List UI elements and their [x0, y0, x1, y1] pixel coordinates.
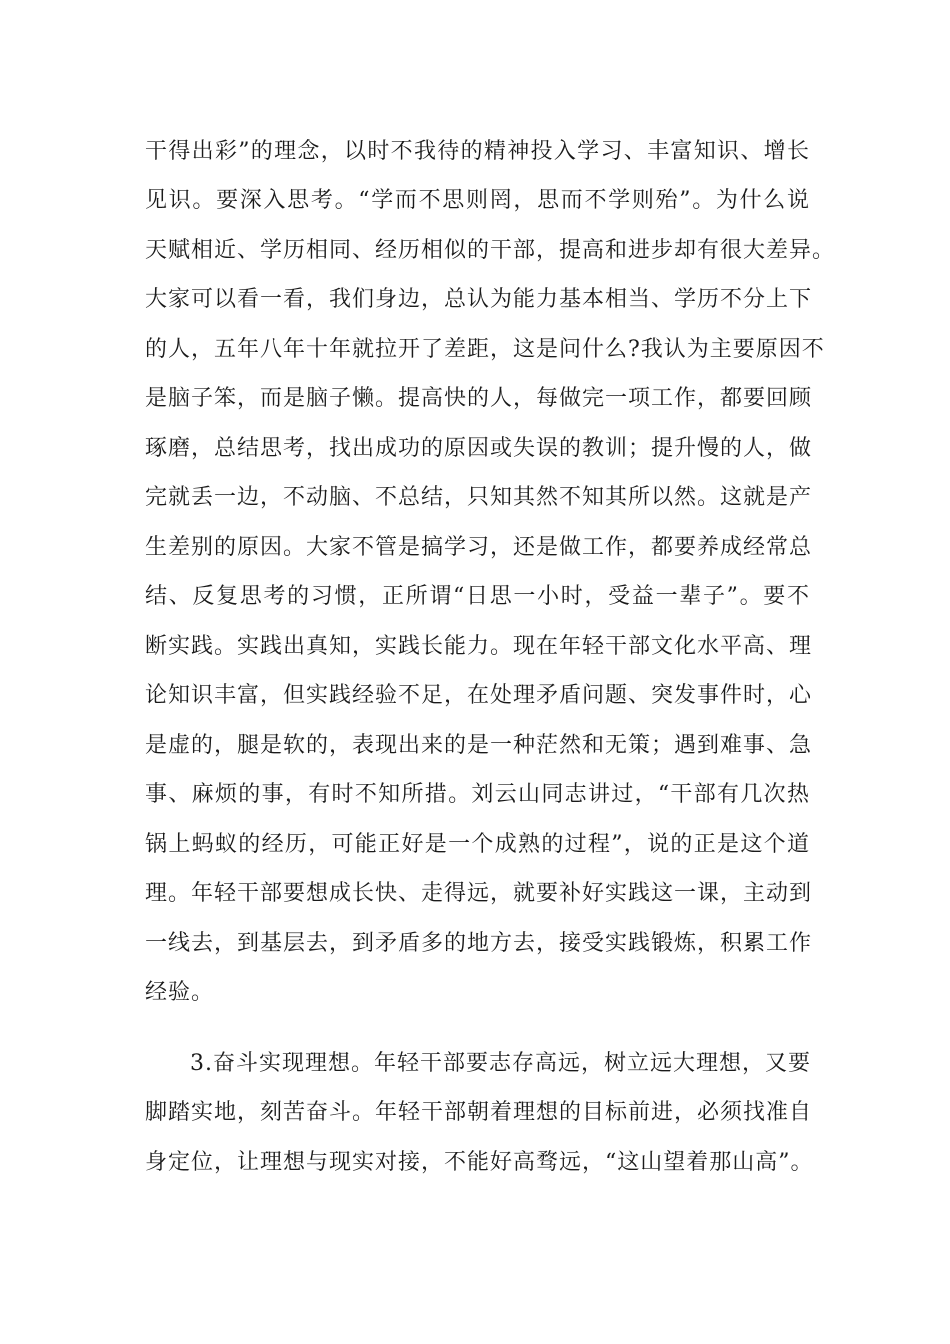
text-line: 生差别的原因。大家不管是搞学习，还是做工作，都要养成经常总	[145, 535, 813, 560]
text-line: 琢磨，总结思考，找出成功的原因或失误的教训；提升慢的人，做	[145, 436, 813, 461]
text-line: 的人，五年八年十年就拉开了差距，这是问什么?我认为主要原因不	[145, 337, 825, 362]
text-line: 经验。	[145, 980, 215, 1005]
text-line: 完就丢一边，不动脑、不总结，只知其然不知其所以然。这就是产	[145, 485, 813, 510]
text-line: 干得出彩”的理念，以时不我待的精神投入学习、丰富知识、增长	[145, 139, 810, 164]
text-line: 大家可以看一看，我们身边，总认为能力基本相当、学历不分上下	[145, 287, 813, 312]
text-line: 天赋相近、学历相同、经历相似的干部，提高和进步却有很大差异。	[145, 238, 836, 263]
text-line: 是虚的，腿是软的，表现出来的是一种茫然和无策；遇到难事、急	[145, 733, 813, 758]
text-line: 理。年轻干部要想成长快、走得远，就要补好实践这一课，主动到	[145, 881, 813, 906]
text-line: 脚踏实地，刻苦奋斗。年轻干部朝着理想的目标前进，必须找准自	[145, 1100, 813, 1125]
text-line: 是脑子笨，而是脑子懒。提高快的人，每做完一项工作，都要回顾	[145, 386, 813, 411]
text-line: 3.奋斗实现理想。年轻干部要志存高远，树立远大理想，又要	[190, 1051, 811, 1076]
text-line: 断实践。实践出真知，实践长能力。现在年轻干部文化水平高、理	[145, 634, 813, 659]
text-line: 锅上蚂蚁的经历，可能正好是一个成熟的过程”，说的正是这个道	[145, 832, 810, 857]
text-line: 事、麻烦的事，有时不知所措。刘云山同志讲过，“干部有几次热	[145, 782, 810, 807]
text-line: 论知识丰富，但实践经验不足，在处理矛盾问题、突发事件时，心	[145, 683, 813, 708]
text-line: 一线去，到基层去，到矛盾多的地方去，接受实践锻炼，积累工作	[145, 931, 813, 956]
text-line: 见识。要深入思考。“学而不思则罔，思而不学则殆”。为什么说	[145, 188, 810, 213]
text-line: 身定位，让理想与现实对接，不能好高骛远，“这山望着那山高”。	[145, 1150, 814, 1175]
text-line: 结、反复思考的习惯，正所谓“日思一小时，受益一辈子”。要不	[145, 584, 810, 609]
